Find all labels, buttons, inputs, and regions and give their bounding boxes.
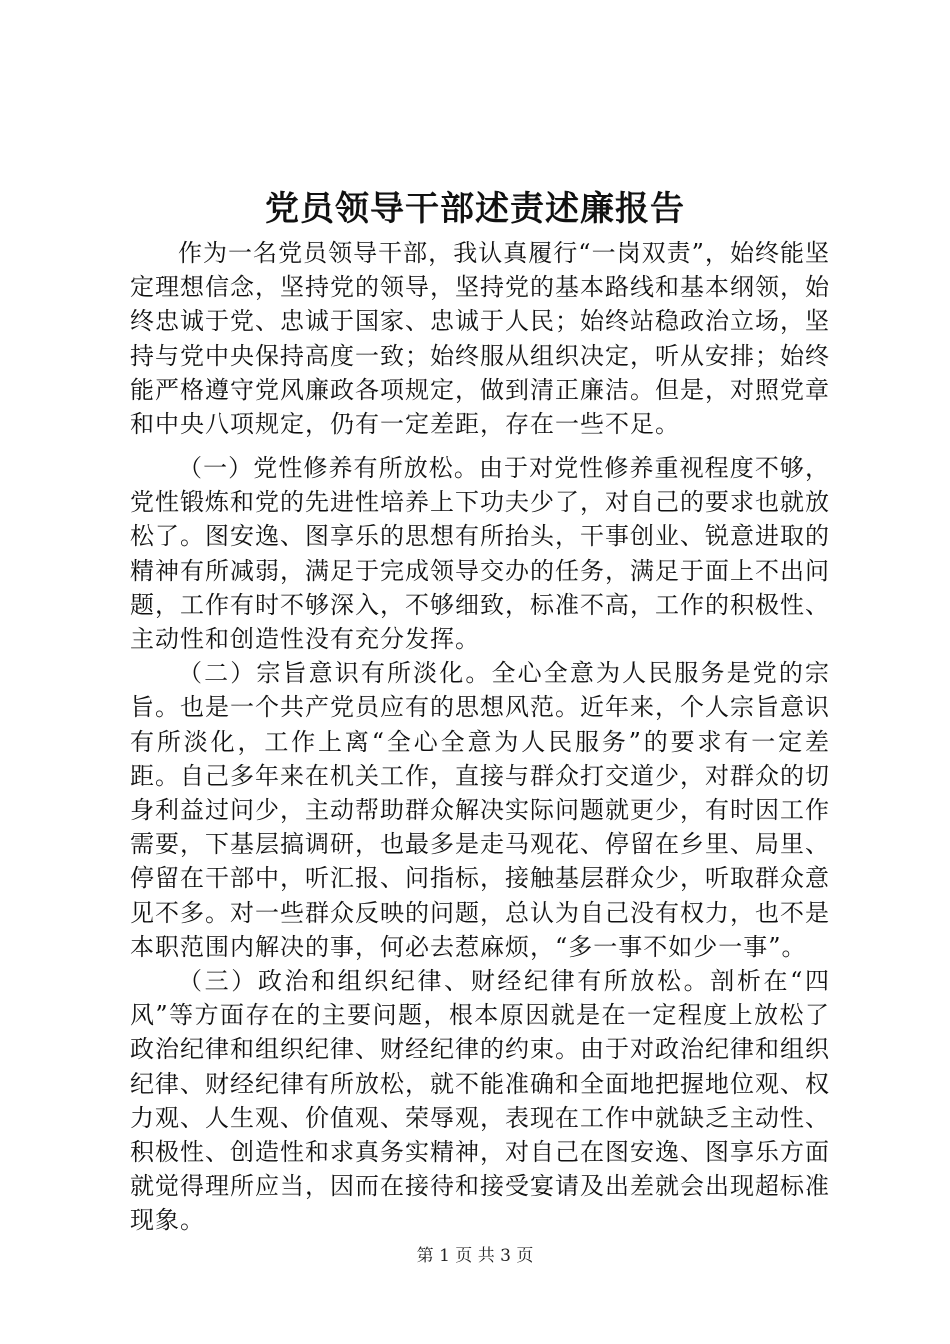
section-paragraph-2: （二）宗旨意识有所淡化。全心全意为人民服务是党的宗旨。也是一个共产党员应有的思想风范。近年来，个人宗旨意识有所淡化，工作上离“全心全意为人民服务”的要求有一定差距。自己多年来在机关工作，直接与群众打交道少，对群众的切身利益过问少，主动帮助群众解决实际问题就更少，有时因工作需要，下基层搞调研，也最多是走马观花、停留在乡里、局里、停留在干部中，听汇报、问指标，接触基层群众少，听取群众意见不多。对一些群众反映的问题，总认为自己没有权力，也不是本职范围内解决的事，何必去惹麻烦，“多一事不如少一事”。 bbox=[130, 659, 830, 961]
document-title: 党员领导干部述责述廉报告 bbox=[265, 189, 685, 229]
section-paragraph-3: （三）政治和组织纪律、财经纪律有所放松。剖析在“四风”等方面存在的主要问题，根本原因就是在一定程度上放松了政治纪律和组织纪律、财经纪律的约束。由于对政治纪律和组织纪律、财经纪律有所放松，就不能准确和全面地把握地位观、权力观、人生观、价值观、荣辱观，表现在工作中就缺乏主动性、积极性、创造性和求真务实精神，对自己在图安逸、图享乐方面就觉得理所应当，因而在接待和接受宴请及出差就会出现超标准现象。 bbox=[130, 967, 830, 1235]
page-footer: 第 1 页 共 3 页 bbox=[416, 1246, 534, 1266]
section-paragraph-1: （一）党性修养有所放松。由于对党性修养重视程度不够，党性锻炼和党的先进性培养上下功夫少了，对自己的要求也就放松了。图安逸、图享乐的思想有所抬头，干事创业、锐意进取的精神有所减弱，满足于完成领导交办的任务，满足于面上不出问题，工作有时不够深入，不够细致，标准不高，工作的积极性、主动性和创造性没有充分发挥。 bbox=[130, 454, 830, 654]
intro-block bbox=[130, 236, 830, 441]
intro-paragraph: 作为一名党员领导干部，我认真履行“一岗双责”，始终能坚定理想信念，坚持党的领导，坚持党的基本路线和基本纲领，始终忠诚于党、忠诚于国家、忠诚于人民；始终站稳政治立场，坚持与党中央保持高度一致；始终服从组织决定，听从安排；始终能严格遵守党风廉政各项规定，做到清正廉洁。但是，对照党章和中央八项规定，仍有一定差距，存在一些不足。 bbox=[130, 239, 830, 439]
sections-block bbox=[130, 451, 830, 1238]
